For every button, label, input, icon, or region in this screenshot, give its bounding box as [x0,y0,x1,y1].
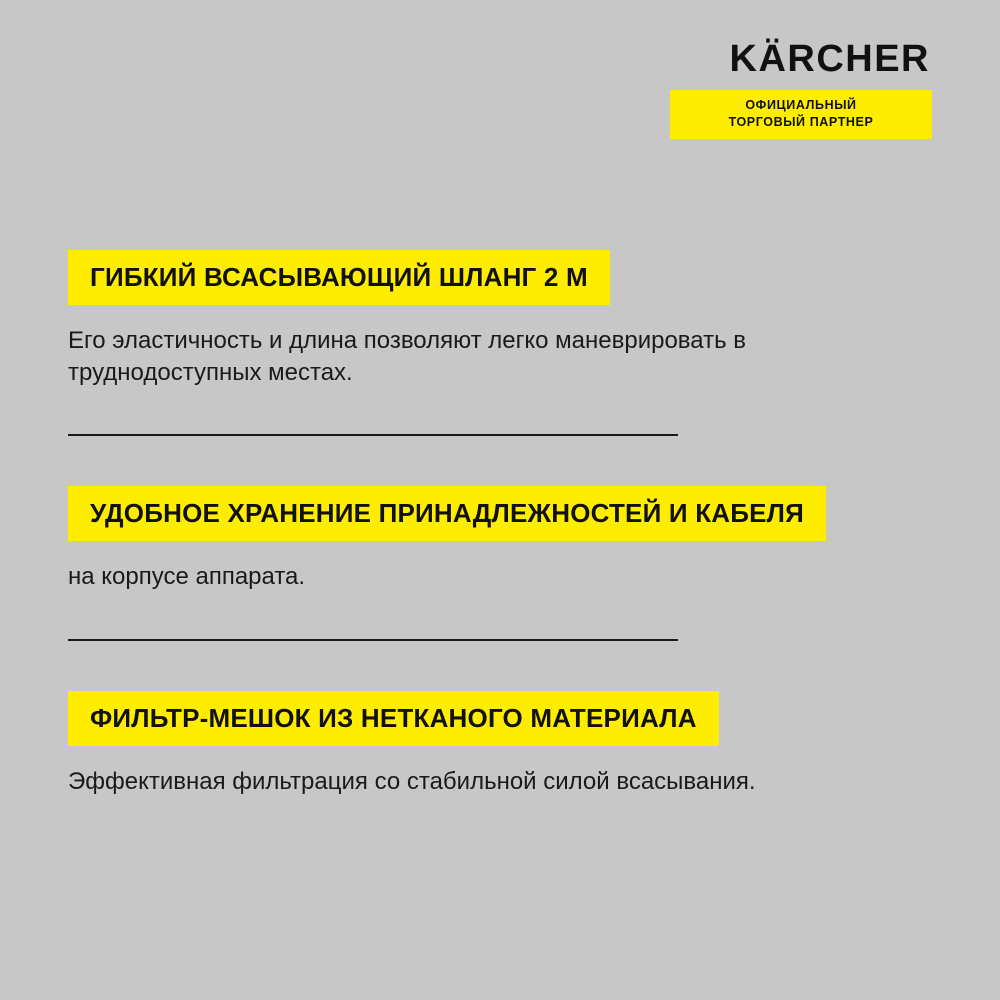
feature-body-hose: Его эластичность и длина позволяют легко маневрировать в труднодоступных местах. [68,327,747,386]
feature-item-hose [68,250,932,436]
official-partner-badge-line-2: ТОРГОВЫЙ ПАРТНЕР [728,114,874,129]
official-partner-badge-line-1: ОФИЦИАЛЬНЫЙ [745,98,857,112]
feature-body-filter-bag: Эффективная фильтрация со стабильной силой всасывания. [68,768,756,796]
feature-title-hose: ГИБКИЙ ВСАСЫВАЮЩИЙ ШЛАНГ 2 М [68,250,610,305]
feature-title-wrap [68,250,932,305]
feature-body-storage: на корпусе аппарата. [68,563,306,591]
feature-title-filter-bag: ФИЛЬТР-МЕШОК ИЗ НЕТКАНОГО МАТЕРИАЛА [68,691,719,746]
feature-item-filter-bag [68,691,932,798]
feature-title-wrap [68,486,932,541]
feature-item-storage [68,486,932,641]
karcher-brand-block [670,40,932,139]
spacer-2 [68,641,932,691]
official-partner-badge [670,90,932,139]
feature-title-storage: УДОБНОЕ ХРАНЕНИЕ ПРИНАДЛЕЖНОСТЕЙ И КАБЕЛЯ [68,486,826,541]
karcher-logo-wordmark: KÄRCHER [729,38,930,80]
feature-title-wrap [68,691,932,746]
features-list [68,250,932,798]
spacer-1 [68,436,932,486]
